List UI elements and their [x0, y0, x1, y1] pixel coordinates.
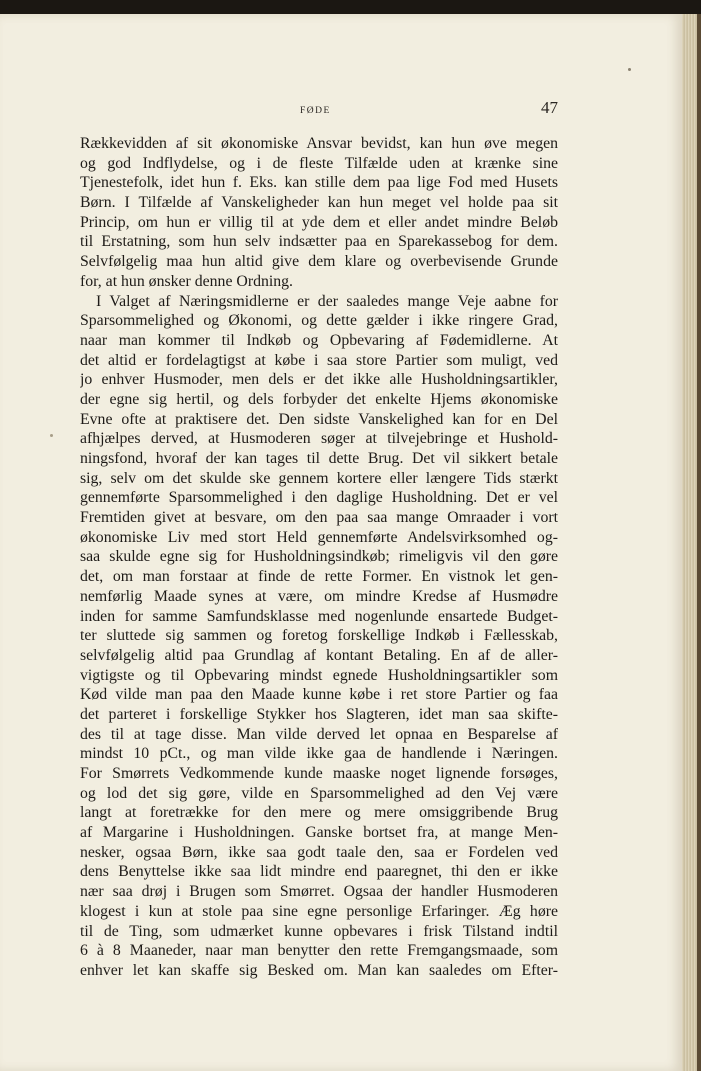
text-line: og lod det sig gøre, vilde en Sparsommelighed ad den Vej være: [80, 784, 558, 802]
text-line: det, om man forstaar at finde de rette Former. En vistnok let gen-: [80, 568, 558, 586]
text-line: inden for samme Samfundsklasse med nogenlunde ensartede Budget-: [80, 607, 558, 625]
text-line: Rækkevidden af sit økonomiske Ansvar bevidst, kan hun øve megen: [80, 135, 558, 152]
text-line: det altid er fordelagtigst at købe i saa store Partier som muligt, ved: [80, 351, 558, 369]
text-line: Princip, om hun er villig til at yde dem et eller andet mindre Beløb: [80, 213, 558, 231]
page-edge: [682, 14, 701, 1071]
text-line: selvfølgelig altid paa Grundlag af kontant Betaling. En af de aller-: [80, 646, 558, 664]
text-line: des til at tage disse. Man vilde derved let opnaa en Besparelse af: [80, 725, 558, 743]
text-line: I Valget af Næringsmidlerne er der saaledes mange Veje aabne for: [96, 292, 558, 310]
text-line: Kød vilde man paa den Maade kunne købe i ret store Partier og faa: [80, 686, 558, 704]
text-line: der egne sig hertil, og dels forbyder det enkelte Hjems økonomiske: [80, 390, 558, 408]
text-line: klogest i kun at stole paa sine egne personlige Erfaringer. Æg høre: [80, 902, 558, 920]
text-line: Fremtiden givet at besvare, om den paa saa mange Omraader i vort: [80, 509, 558, 527]
body-text: [80, 134, 558, 981]
page-number: 47: [541, 98, 558, 117]
text-line: vigtigste og til Opbevaring mindst egnede Husholdningsartikler som: [80, 666, 558, 684]
text-line: for, at hun ønsker denne Ordning.: [80, 272, 294, 290]
text-line: nær saa drøj i Brugen som Smørret. Ogsaa der handler Husmoderen: [80, 883, 558, 901]
text-line: langt at foretrække for den mere og mere omsiggribende Brug: [80, 804, 558, 822]
text-line: For Smørrets Vedkommende kunde maaske noget lignende forsøges,: [80, 765, 558, 782]
text-line: til Erstatning, som hun selv indsætter paa en Sparekassebog for dem.: [80, 233, 558, 251]
text-line: sig, selv om det skulde ske gennem kortere eller længere Tids stærkt: [80, 469, 558, 487]
page-header: [80, 98, 558, 120]
text-line: af Margarine i Husholdningen. Ganske bortset fra, at mange Men-: [80, 824, 558, 842]
text-line: dens Benyttelse ikke saa lidt mindre end paaregnet, thi den er ikke: [80, 863, 558, 881]
text-line: naar man kommer til Indkøb og Opbevaring af Fødemidlerne. At: [80, 331, 558, 349]
text-line: det parteret i forskellige Stykker hos Slagteren, idet man saa skifte-: [80, 705, 558, 723]
text-line: gennemførte Sparsommelighed i den daglige Husholdning. Det er vel: [80, 489, 558, 507]
paper-speck: [628, 68, 631, 71]
text-line: saa skulde egne sig for Husholdningsindkøb; rimeligvis vil den gøre: [80, 548, 558, 566]
text-line: Evne ofte at praktisere det. Den sidste Vanskelighed kan for en Del: [80, 410, 558, 428]
text-line: jo enhver Husmoder, men dels er det ikke alle Husholdningsartikler,: [80, 371, 558, 389]
running-head: FØDE: [300, 106, 331, 116]
text-line: Selvfølgelig maa hun altid give dem klare og overbevisende Grunde: [80, 253, 558, 271]
text-line: Sparsommelighed og Økonomi, og dette gælder i ikke ringere Grad,: [80, 312, 558, 330]
text-line: og god Indflydelse, og i de fleste Tilfælde uden at krænke sine: [80, 154, 558, 172]
text-line: nemførlig Maade synes at være, om mindre Kredse af Husmødre: [80, 587, 558, 605]
text-line: Tjenestefolk, idet hun f. Eks. kan stille dem paa lige Fod med Husets: [80, 174, 558, 192]
text-line: ter sluttede sig sammen og foretog forskellige Indkøb i Fællesskab,: [80, 627, 558, 645]
text-line: 6 à 8 Maaneder, naar man benytter den rette Fremgangsmaade, som: [80, 942, 558, 960]
text-line: økonomiske Liv med stort Held gennemførte Andelsvirksomhed og-: [80, 528, 558, 546]
text-line: til de Ting, som udmærket kunne opbevares i frisk Tilstand indtil: [80, 922, 558, 940]
text-line: enhver let kan skaffe sig Besked om. Man kan saaledes om Efter-: [80, 961, 558, 979]
text-line: mindst 10 pCt., og man vilde ikke gaa de handlende i Næringen.: [80, 745, 558, 763]
text-line: ningsfond, hvoraf der kan tages til dette Brug. Det vil sikkert betale: [80, 450, 558, 467]
text-line: nesker, ogsaa Børn, ikke saa godt taale den, saa er Fordelen ved: [80, 843, 558, 861]
paper-speck: [50, 434, 53, 437]
text-line: Børn. I Tilfælde af Vanskeligheder kan hun meget vel holde paa sit: [80, 194, 558, 212]
text-line: afhjælpes derved, at Husmoderen søger at tilvejebringe et Hushold-: [80, 430, 558, 448]
